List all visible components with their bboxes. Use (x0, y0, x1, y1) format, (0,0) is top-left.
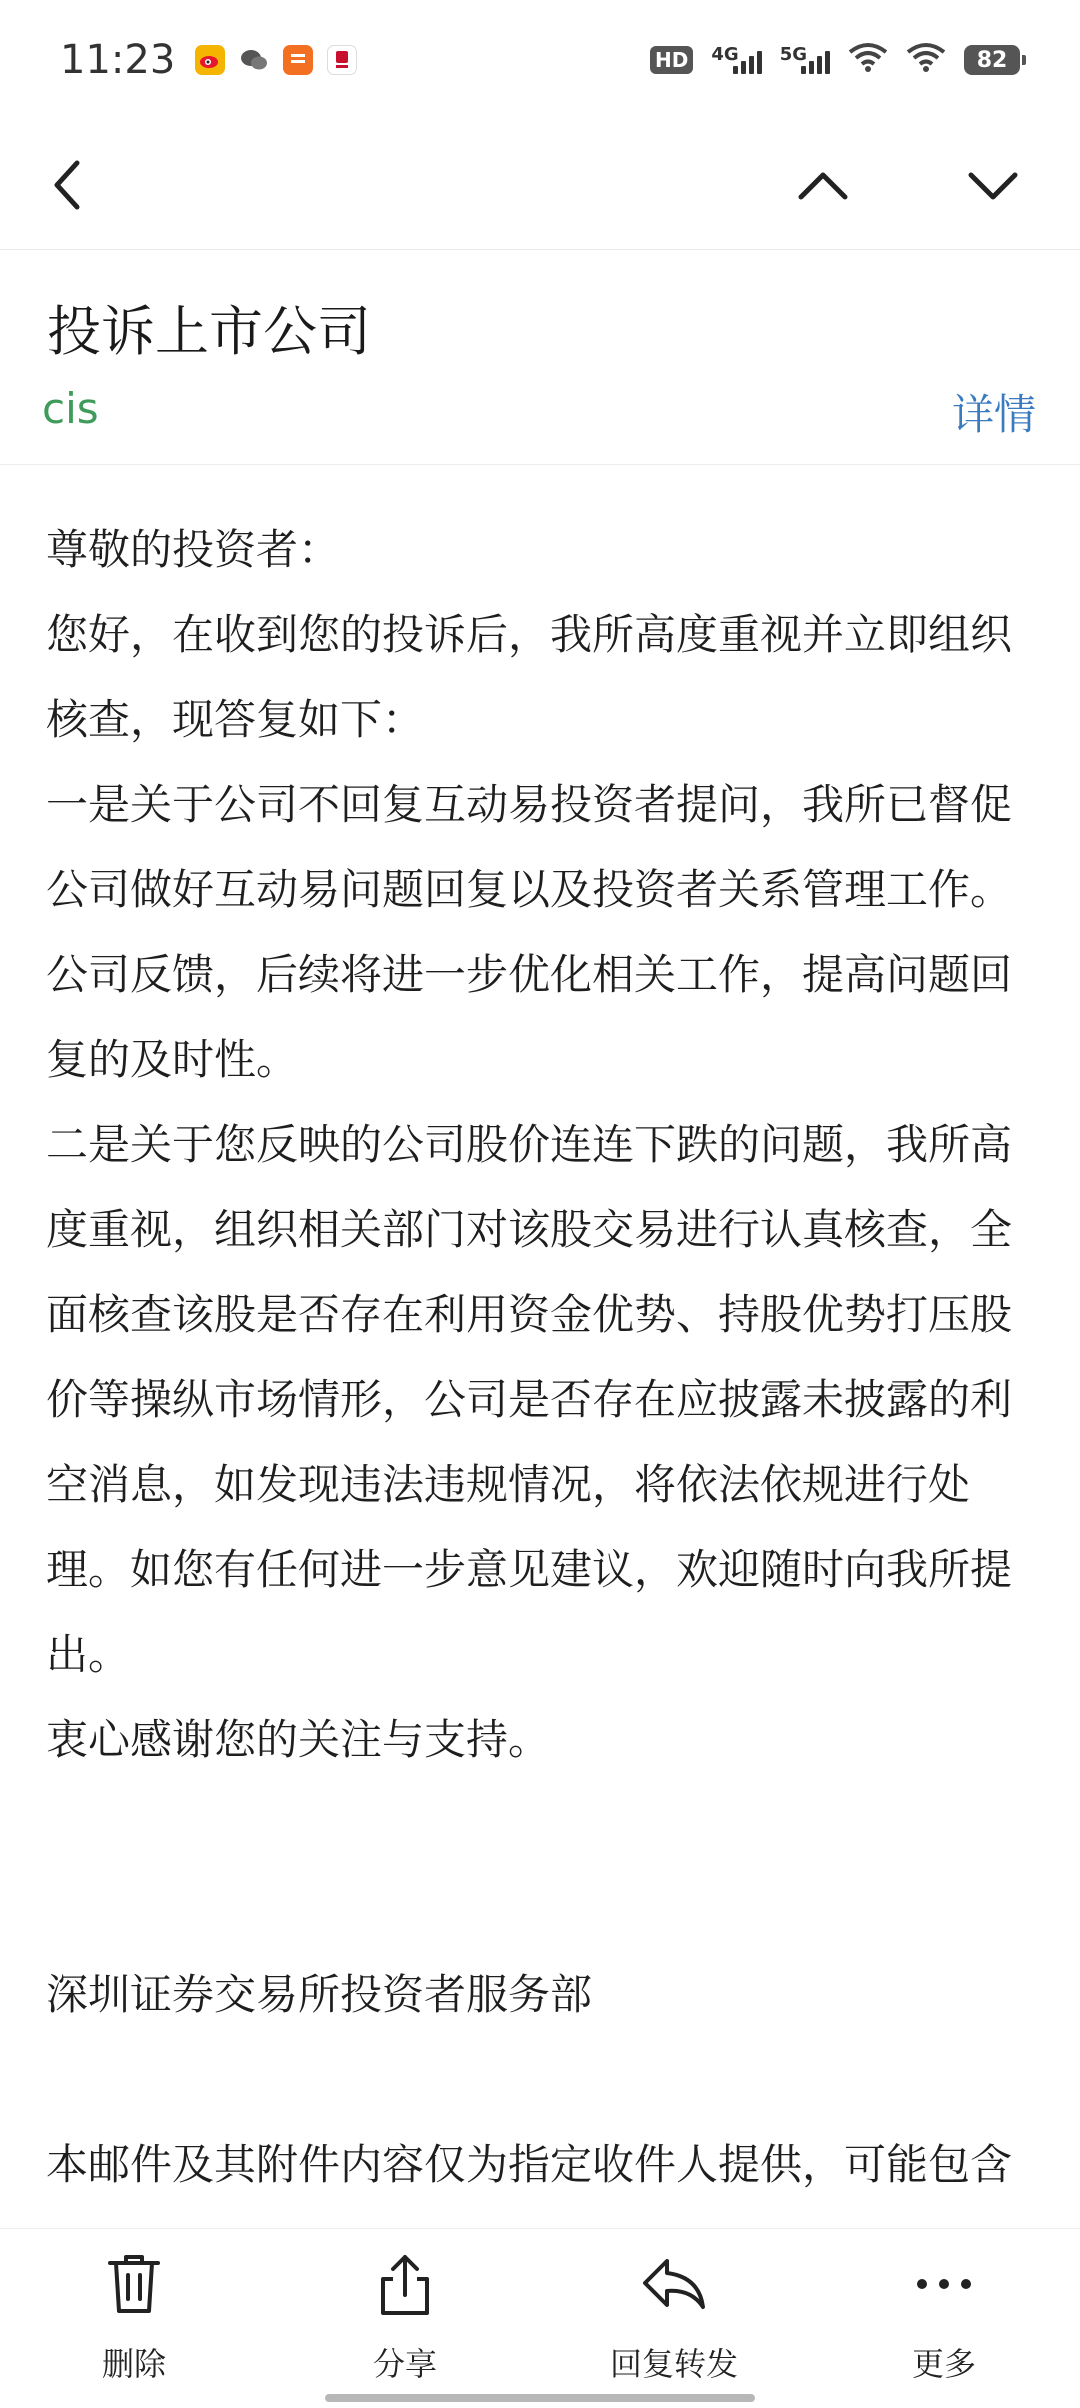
share-label: 分享 (372, 2345, 437, 2383)
delete-label: 删除 (101, 2345, 166, 2383)
system-indicators (650, 42, 1020, 78)
email-disclaimer: 本邮件及其附件内容仅为指定收件人提供，可能包含 (46, 2140, 1013, 2189)
hd-label: HD (650, 46, 693, 74)
body-paragraph: 尊敬的投资者： (46, 525, 341, 574)
signal-5g-icon (780, 46, 830, 74)
email-subject: 投诉上市公司 (47, 300, 371, 363)
more-icon (914, 2251, 974, 2317)
status-bar (0, 0, 1080, 120)
email-header (0, 251, 1080, 465)
securities-app-icon (283, 45, 313, 75)
bottom-toolbar (0, 2228, 1080, 2408)
previous-email-button[interactable] (778, 140, 868, 230)
chevron-up-icon (795, 167, 851, 203)
home-indicator[interactable] (325, 2394, 755, 2402)
email-body (46, 507, 1036, 2292)
kfc-app-icon (327, 45, 357, 75)
delete-button[interactable] (54, 2251, 214, 2385)
spacer (46, 2037, 1036, 2122)
share-button[interactable] (325, 2251, 485, 2385)
wechat-icon (239, 45, 269, 75)
back-button[interactable] (22, 140, 112, 230)
body-paragraph: 您好，在收到您的投诉后，我所高度重视并立即组织核查，现答复如下： (46, 610, 1013, 744)
net-4g-label: 4G (711, 44, 739, 65)
wifi-icon (848, 42, 888, 78)
body-paragraph: 一是关于公司不回复互动易投资者提问，我所已督促公司做好互动易问题回复以及投资者关系管理工作。公司反馈，后续将进一步优化相关工作，提高问题回复的及时性。 (46, 780, 1013, 1084)
weibo-icon (195, 45, 225, 75)
signal-4g-icon (711, 46, 761, 74)
spacer (46, 1782, 1036, 1952)
net-5g-label: 5G (779, 44, 807, 65)
status-time: 11:23 (60, 37, 176, 83)
body-paragraph: 二是关于您反映的公司股价连连下跌的问题，我所高度重视，组织相关部门对该股交易进行认真核查，全面核查该股是否存在利用资金优势、持股优势打压股价等操纵市场情形，公司是否存在应披露未披露的利空消息，如发现违法违规情况，将依法依规进行处理。如您有任何进一步意见建议，欢迎随时向我所提出。 (46, 1120, 1013, 1679)
notification-icons (195, 45, 357, 75)
email-nav-bar (0, 120, 1080, 250)
reply-icon (639, 2251, 709, 2317)
chevron-down-icon (965, 167, 1021, 203)
wifi-icon-2 (906, 42, 946, 78)
next-email-button[interactable] (948, 140, 1038, 230)
more-button[interactable] (864, 2251, 1024, 2385)
more-label: 更多 (911, 2345, 976, 2383)
reply-forward-label: 回复转发 (609, 2345, 738, 2383)
trash-icon (104, 2251, 164, 2317)
back-icon (47, 157, 87, 213)
email-sender[interactable]: cis (42, 384, 99, 433)
hd-icon (650, 46, 693, 74)
battery-icon: 82 (964, 45, 1020, 75)
details-link[interactable]: 详情 (951, 390, 1036, 439)
share-icon (375, 2251, 435, 2317)
email-signature: 深圳证券交易所投资者服务部 (46, 1970, 593, 2019)
body-paragraph: 衷心感谢您的关注与支持。 (46, 1715, 551, 1764)
reply-forward-button[interactable] (594, 2251, 754, 2385)
